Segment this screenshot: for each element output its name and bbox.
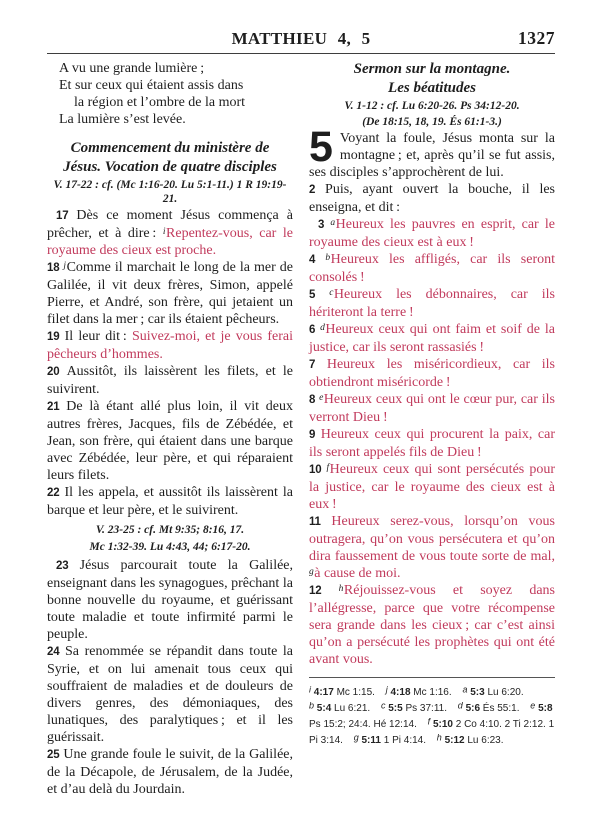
verse-text: Jésus parcourait toute la Galilée, enseignant dans les synagogues, prêchant la bonne nouvelle du royaume, et guérissant toute maladie et toute infirmité parmi le peuple. bbox=[47, 557, 294, 642]
verse-24 bbox=[47, 643, 293, 746]
footnote-marker: b bbox=[309, 700, 315, 710]
verse-7 bbox=[309, 356, 555, 391]
verse-number: 24 bbox=[47, 645, 60, 658]
footnote: b 5:4 Lu 6:21. bbox=[309, 700, 371, 714]
footnote-marker: c bbox=[329, 287, 334, 298]
verse-20 bbox=[47, 363, 293, 398]
section-heading-line: Les béatitudes bbox=[388, 79, 476, 96]
footnote-marker: g bbox=[353, 732, 359, 742]
verse-number: 10 bbox=[309, 464, 322, 476]
words-of-jesus-text: Heureux les pauvres en esprit, car le royaume des cieux est à eux ! bbox=[309, 217, 555, 250]
verse-text: Comme il marchait le long de la mer de Galilée, il vit deux frères, Simon, appelé Pierre, et André, son frère, qui jetaient un filet dans la mer ; car ils étaient pêcheurs. bbox=[47, 260, 294, 327]
section-heading-line: Sermon sur la montagne. bbox=[353, 61, 511, 77]
footnote-verse-ref: 5:12 bbox=[444, 734, 465, 746]
verse-10 bbox=[309, 461, 555, 513]
header-rule bbox=[47, 53, 555, 54]
verse-text: Sa renommée se répandit dans toute la Syrie, et on lui amenait tous ceux qui souffraient de maladies et de douleurs de divers genres, des démoniaques, des lunatiques, des paralytiques ; et il les guérissait. bbox=[47, 643, 294, 745]
verse-text: Il leur dit : bbox=[64, 329, 132, 344]
verse-21 bbox=[47, 398, 293, 484]
verse-text: Il les appela, et aussitôt ils laissèrent la barque et leur père, et le suivirent. bbox=[47, 485, 293, 518]
words-of-jesus-text: Suivez-moi, et je vous ferai pêcheurs d’hommes. bbox=[47, 329, 294, 362]
footnote: i 4:17 Mc 1:15. bbox=[309, 684, 375, 698]
verse-6 bbox=[309, 321, 555, 356]
verses-17-22 bbox=[47, 207, 293, 519]
left-column bbox=[47, 60, 293, 837]
verse-18 bbox=[47, 259, 293, 328]
section-heading-line: Commencement du ministère de bbox=[70, 140, 270, 156]
footnote-marker: g bbox=[309, 566, 314, 577]
words-of-jesus-text: Réjouissez-vous et soyez dans l’allégresse, parce que votre récompense sera grande dans les cieux ; car c’est ainsi qu’on a persécuté les prophètes qui ont été avant vous. bbox=[309, 583, 555, 667]
words-of-jesus-text: Repentez-vous, car le royaume des cieux est proche. bbox=[47, 226, 293, 258]
footnote-marker: e bbox=[530, 700, 536, 710]
cross-reference-line: V. 1-12 : cf. Lu 6:20-26. Ps 34:12-20. bbox=[344, 100, 520, 112]
footnote: g 5:11 1 Pi 4:14. bbox=[353, 732, 426, 746]
verse-12 bbox=[309, 582, 555, 668]
verse-number: 22 bbox=[47, 487, 60, 499]
footnote-verse-ref: 5:4 bbox=[316, 702, 332, 714]
footnote-verse-ref: 5:5 bbox=[388, 702, 403, 714]
words-of-jesus-text: Heureux serez-vous, lorsqu’on vous outragera, qu’on vous persécutera et qu’on dira faussement de vous toute sorte de mal, bbox=[309, 514, 555, 564]
footnote: c 5:5 Ps 37:11. bbox=[380, 700, 447, 714]
footnote-rule bbox=[309, 677, 555, 678]
verse-text: Puis, ayant ouvert la bouche, il les enseigna, et dit : bbox=[309, 182, 556, 215]
verse-8 bbox=[309, 391, 555, 426]
verse-number: 25 bbox=[47, 748, 60, 761]
footnote: a 5:3 Lu 6:20. bbox=[462, 684, 524, 698]
page-number: 1327 bbox=[518, 28, 555, 48]
footnote-marker: f bbox=[326, 462, 330, 473]
verses-23-25 bbox=[47, 557, 293, 798]
footnote-marker: f bbox=[427, 716, 431, 726]
verse-number: 9 bbox=[309, 429, 316, 441]
words-of-jesus-text: Heureux ceux qui procurent la paix, car ils seront appelés fils de Dieu ! bbox=[309, 427, 555, 460]
verse-number: 8 bbox=[309, 394, 316, 406]
verse-23 bbox=[47, 557, 293, 643]
footnote: j 4:18 Mc 1:16. bbox=[385, 684, 452, 698]
footnote-verse-ref: 5:8 bbox=[538, 702, 553, 714]
words-of-jesus-text: Heureux ceux qui ont le cœur pur, car ils verront Dieu ! bbox=[309, 392, 556, 425]
verse-text: Dès ce moment Jésus commença à prêcher, et à dire : bbox=[47, 208, 293, 241]
cross-reference-line: V. 17-22 : cf. (Mc 1:16-20. Lu 5:1-11.) 1 R 19:19-21. bbox=[53, 179, 287, 205]
footnote: d 5:6 És 55:1. bbox=[457, 700, 520, 714]
verse-11 bbox=[309, 513, 555, 582]
footnote-verse-ref: 5:3 bbox=[470, 686, 485, 698]
footnote-marker: h bbox=[338, 583, 344, 594]
verse-17 bbox=[47, 207, 293, 259]
verse-number: 5 bbox=[309, 289, 316, 301]
footnote-verse-ref: 4:18 bbox=[390, 686, 411, 698]
verse-number: 6 bbox=[309, 324, 316, 336]
verse-number: 20 bbox=[47, 366, 60, 378]
cross-reference-block bbox=[47, 523, 293, 554]
cross-reference-line: (De 18:15, 18, 19. És 61:1-3.) bbox=[362, 116, 502, 128]
footnote-marker: b bbox=[325, 252, 331, 263]
section-heading bbox=[47, 139, 293, 176]
words-of-jesus-text: Heureux les débonnaires, car ils hériteront la terre ! bbox=[309, 287, 556, 320]
verse-text: Une grande foule le suivit, de la Galilée, de la Décapole, de Jérusalem, de la Judée, et d’au delà du Jourdain. bbox=[47, 746, 294, 797]
verse-number: 11 bbox=[309, 516, 321, 528]
footnote-marker: h bbox=[436, 732, 442, 742]
footnote-marker: a bbox=[462, 684, 468, 694]
footnote-marker: a bbox=[330, 217, 336, 228]
footnote-marker: i bbox=[309, 684, 311, 694]
footnote-marker: c bbox=[380, 700, 386, 710]
verse-3 bbox=[309, 216, 555, 251]
words-of-jesus-text: à cause de moi. bbox=[314, 566, 401, 581]
verse-number: 3 bbox=[318, 219, 325, 231]
verses-2-12 bbox=[309, 181, 555, 668]
verse-number: 17 bbox=[56, 210, 69, 222]
verse-4 bbox=[309, 251, 555, 286]
verse-number: 4 bbox=[309, 254, 316, 266]
verse-19 bbox=[47, 328, 293, 363]
words-of-jesus-text: Heureux ceux qui sont persécutés pour la justice, car le royaume des cieux est à eux ! bbox=[309, 462, 555, 512]
verse-text: Aussitôt, ils laissèrent les filets, et le suivirent. bbox=[47, 364, 293, 397]
verse-number: 18 bbox=[47, 262, 60, 274]
footnote-verse-ref: 4:17 bbox=[313, 686, 334, 698]
verse-number: 21 bbox=[47, 401, 60, 413]
verse-number: 19 bbox=[47, 331, 60, 343]
footnote: h 5:12 Lu 6:23. bbox=[436, 732, 504, 746]
cross-reference-line: Mc 1:32-39. Lu 4:43, 44; 6:17-20. bbox=[89, 540, 251, 553]
poetry-block bbox=[47, 60, 293, 128]
right-column bbox=[309, 60, 555, 837]
footnote-marker: i bbox=[162, 226, 166, 237]
verse-2 bbox=[309, 181, 555, 216]
poetry-line: la région et l’ombre de la mort bbox=[74, 95, 246, 110]
cross-reference-line: V. 23-25 : cf. Mt 9:35; 8:16, 17. bbox=[95, 524, 245, 536]
page-title: MATTHIEU 4, 5 bbox=[231, 29, 371, 48]
verse-text: De là étant allé plus loin, il vit deux autres frères, Jacques, fils de Zébédée, et Jean, son frère, qui étaient dans une barque avec Zébédée, leur père, et qui réparaient leurs filets. bbox=[47, 399, 294, 483]
poetry-line: La lumière s’est levée. bbox=[59, 112, 186, 127]
words-of-jesus-text: Heureux ceux qui ont faim et soif de la justice, car ils seront rassasiés ! bbox=[309, 322, 556, 355]
verse-22 bbox=[47, 484, 293, 519]
footnote: f 5:10 2 Co 4:10. 2 Ti 2:12. 1 Pi 3:14. bbox=[309, 716, 555, 746]
verse-25 bbox=[47, 746, 293, 798]
words-of-jesus-text: Heureux les affligés, car ils seront consolés ! bbox=[309, 252, 555, 285]
verse-text: Voyant la foule, Jésus monta sur la montagne ; et, après qu’il se fut assis, ses disciples s’approchèrent de lui. bbox=[309, 131, 555, 180]
section-heading bbox=[309, 60, 555, 97]
running-head bbox=[47, 30, 555, 52]
verse-number: 23 bbox=[56, 559, 69, 572]
chapter-5-verse-1 bbox=[309, 123, 555, 181]
footnote-marker: d bbox=[457, 700, 463, 710]
footnote-verse-ref: 5:10 bbox=[432, 718, 453, 730]
verse-number: 7 bbox=[309, 359, 316, 371]
chapter-number-dropcap: 5 bbox=[309, 123, 333, 171]
verse-5 bbox=[309, 286, 555, 321]
poetry-line: Et sur ceux qui étaient assis dans bbox=[59, 78, 244, 93]
footnote-block bbox=[309, 683, 555, 747]
footnote-marker: j bbox=[63, 260, 67, 271]
words-of-jesus-text: Heureux les miséricordieux, car ils obtiendront miséricorde ! bbox=[309, 357, 556, 390]
footnote-marker: d bbox=[320, 322, 325, 333]
footnote-verse-ref: 5:6 bbox=[465, 702, 481, 714]
verse-number: 12 bbox=[309, 585, 322, 597]
verse-number: 2 bbox=[309, 184, 316, 196]
section-heading-line: Jésus. Vocation de quatre disciples bbox=[63, 158, 277, 175]
footnote-verse-ref: 5:11 bbox=[361, 734, 381, 746]
footnote-marker: j bbox=[385, 684, 388, 694]
poetry-line: A vu une grande lumière ; bbox=[59, 61, 205, 76]
footnote-marker: e bbox=[319, 392, 324, 403]
verse-9 bbox=[309, 426, 555, 461]
footnote: e 5:8 Ps 15:2; 24:4. Hé 12:14. bbox=[309, 700, 553, 730]
verse-text bbox=[309, 123, 555, 180]
text-columns bbox=[47, 60, 555, 837]
